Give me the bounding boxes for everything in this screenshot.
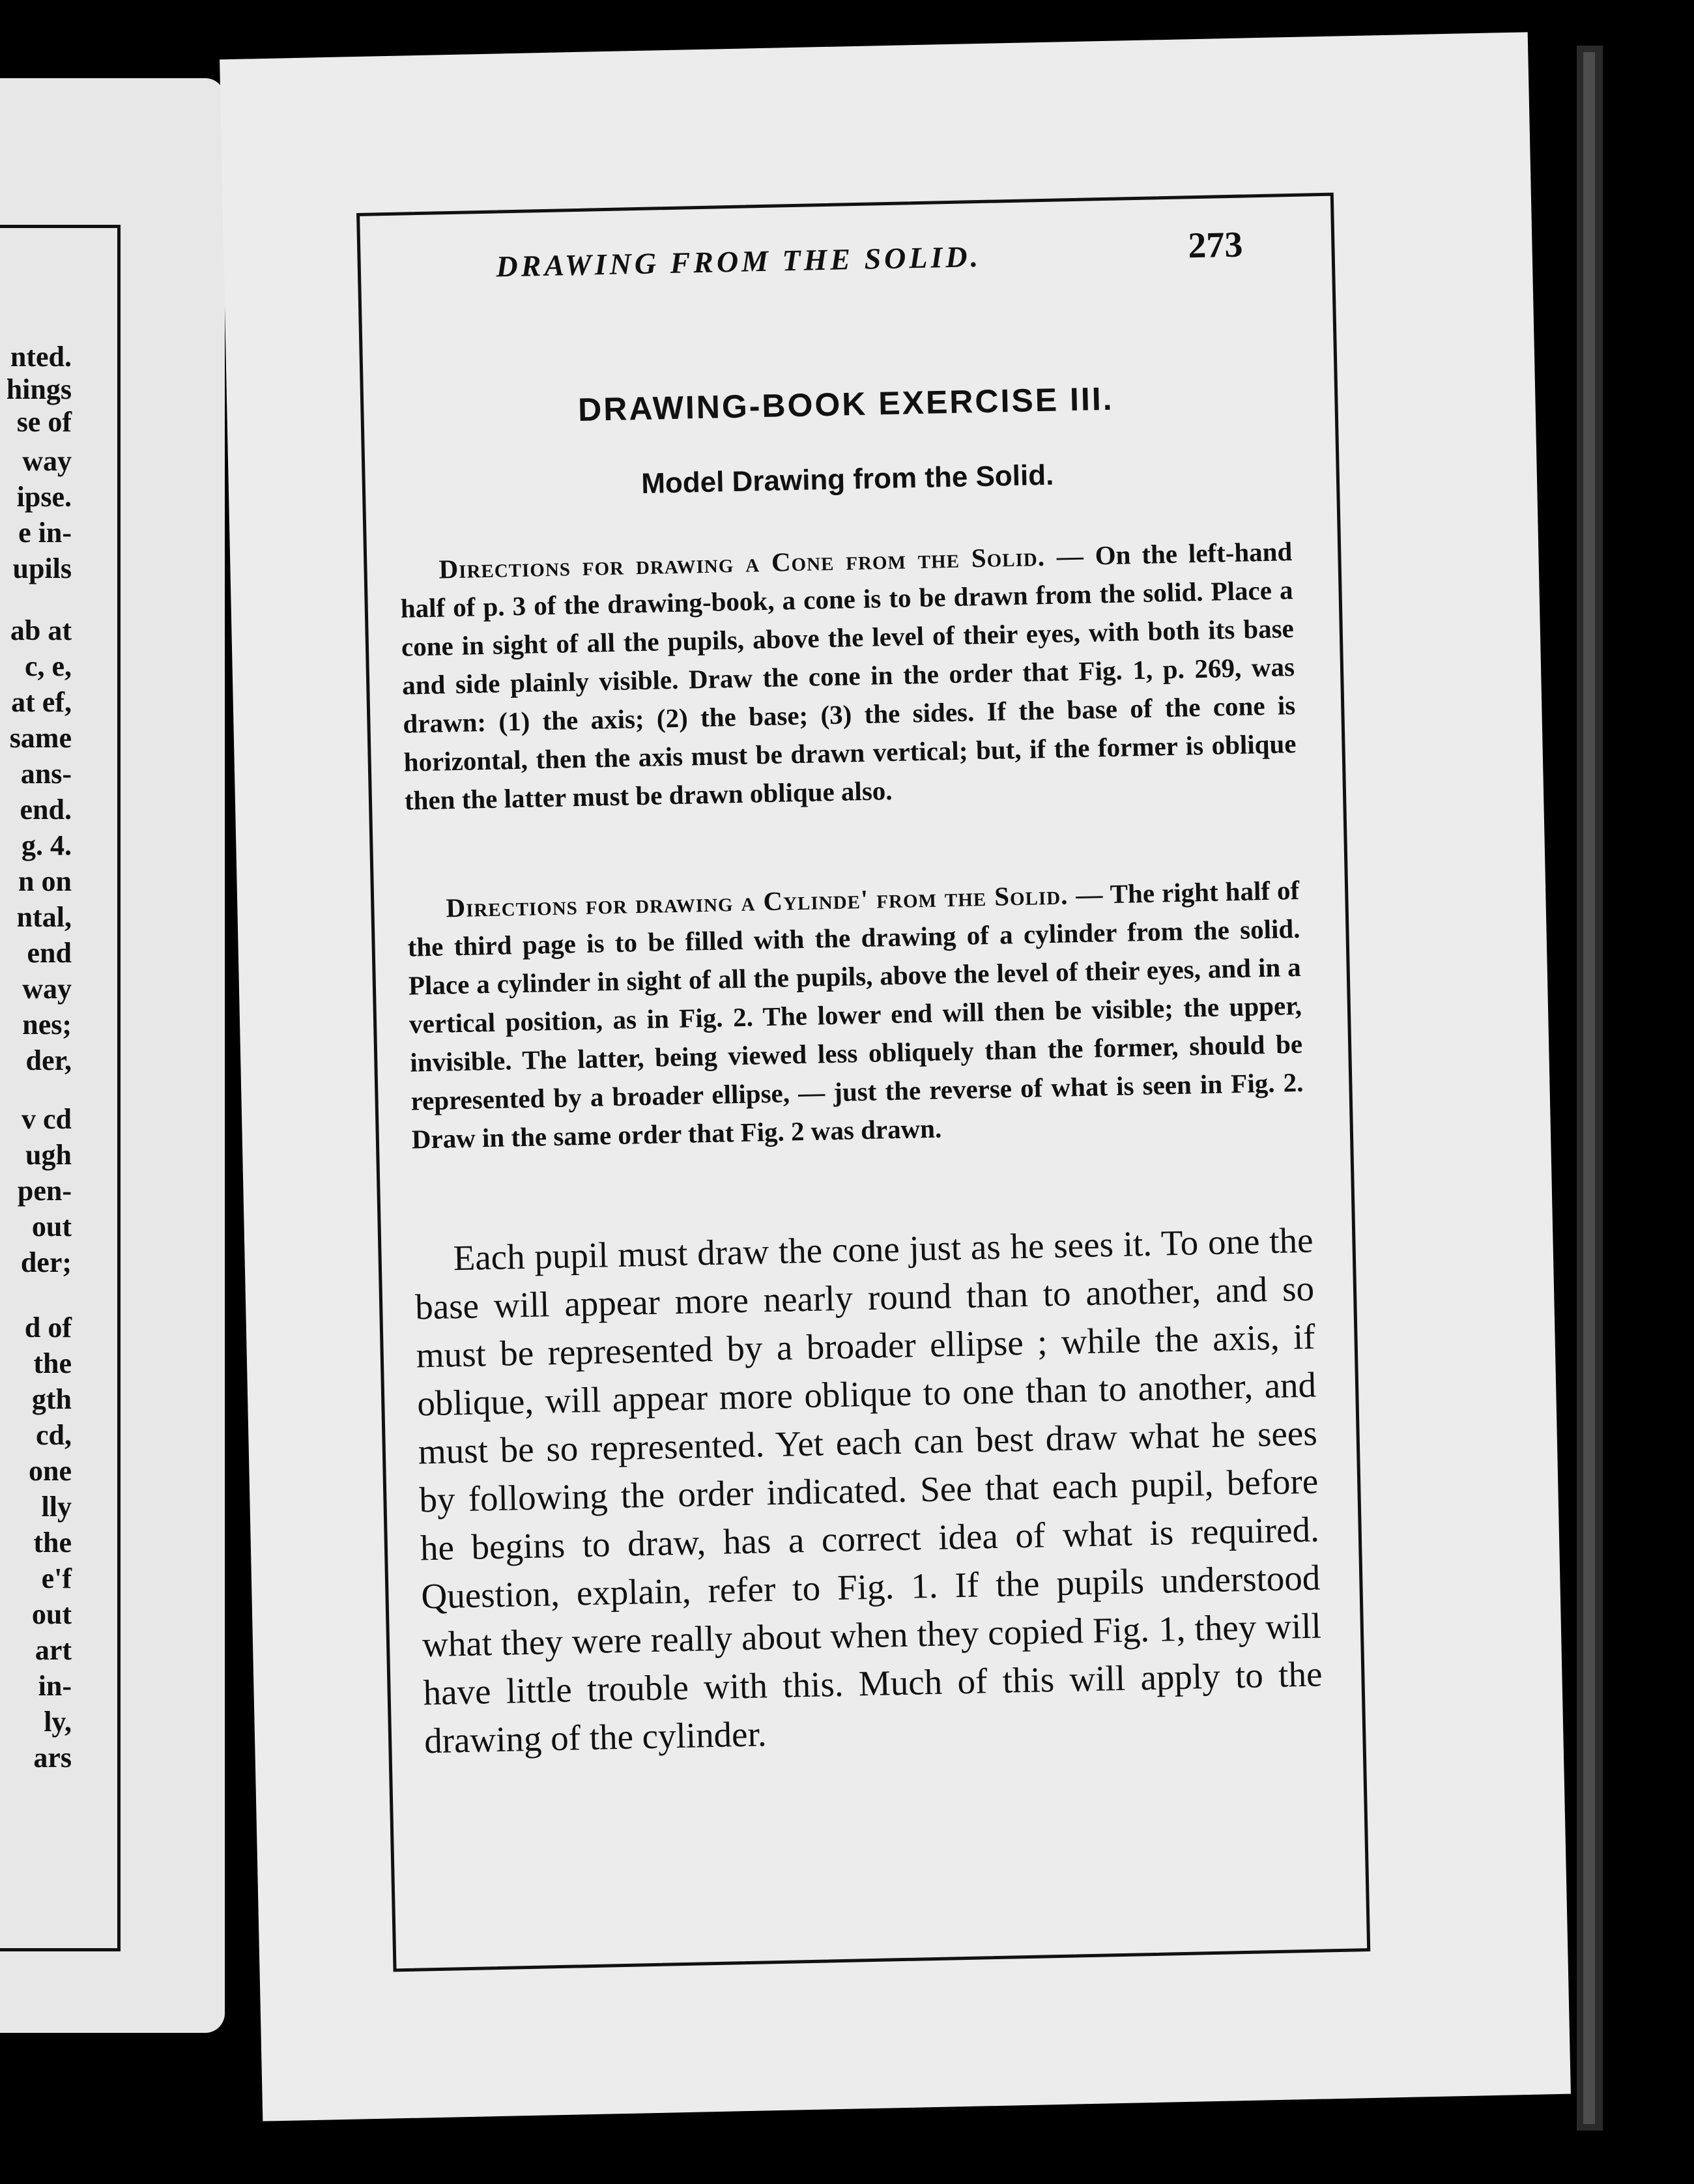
left-page-fragment: upils [12,553,72,584]
left-page-fragment: der; [20,1246,72,1278]
left-page-fragment: hings [6,373,72,405]
directions-cylinder-heading: Directions for drawing a Cylinde' from the Solid. — [445,879,1104,923]
book-page [220,32,1571,2121]
page-number: 273 [1187,224,1244,266]
left-page-fragment: e'f [41,1562,72,1594]
left-page-fragment: pen- [17,1175,72,1207]
directions-cone-heading: Directions for drawing a Cone from the Solid. — [438,540,1085,584]
left-page-fragment: ipse. [16,481,72,513]
left-page-fragment: ntal, [16,901,72,933]
book-edge-highlight [1583,52,1595,2124]
left-page-fragment: ly, [44,1706,72,1738]
directions-cone-text: On the left-hand half of p. 3 of the drawing-book, a cone is to be drawn from the solid. Place a cone in sight of all the pupils, above the level of their eyes, with both its base and side plainly visible. Draw the cone in the order that Fig. 1, p. 269, was drawn: (1) the axis; (2) the base; (3) the sides. If the base of the cone is horizontal, then the axis must be drawn vertical; but, if the former is oblique then the latter must be drawn oblique also. [400,536,1297,816]
left-page-fragment: way [22,973,72,1005]
left-page-fragment: the [33,1347,72,1379]
left-page-fragment: end [27,937,72,969]
left-page-edge [0,78,225,2033]
left-page-fragment: out [31,1598,72,1630]
left-page-fragment: gth [31,1383,72,1415]
running-head: DRAWING FROM THE SOLID. [495,239,982,283]
left-page-fragment: way [22,445,72,477]
directions-cylinder-text: The right half of the third page is to be filled with the drawing of a cylinder from the solid. Place a cylinder in sight of all the pupils, above the level of their eyes, and in a vertical position, as in Fig. 2. The lower end will then be visible; the upper, invisible. The latter, being viewed less obliquely than the former, should be represented by a broader ellipse, — just the reverse of what is seen in Fig. 2. Draw in the same order that Fig. 2 was drawn. [407,874,1304,1155]
left-page-fragment: ans- [20,758,72,790]
left-page-fragment: the [33,1527,72,1559]
left-page-fragment: der, [25,1044,72,1076]
exercise-title: DRAWING-BOOK EXERCISE III. [577,380,1115,428]
directions-cone-paragraph [399,532,1297,820]
left-page-fragment: n on [18,865,72,897]
body-paragraph: Each pupil must draw the cone just as he sees it. To one the base will appear more nearly round than to another, and so must be represented by a broader ellipse ; while the axis, if oblique, will appear more oblique to one than to another, and must be so represented. Yet each can best draw what he sees by following the order indicated. See that each pupil, before he begins to draw, has a correct idea of what is required. Question, explain, refer to Fig. 1. If the pupils understood what they were really about when they copied Fig. 1, they will have little trouble with this. Much of this will apply to the drawing of the cylinder. [414,1220,1323,1761]
left-page-fragment: c, e, [24,650,72,682]
left-page-fragment: art [35,1634,72,1666]
left-page-fragment: e in- [18,517,72,549]
directions-cylinder-paragraph [407,871,1304,1159]
left-page-fragment: ab at [10,614,72,646]
left-page-fragment: nes; [22,1009,72,1041]
left-page-fragment: v cd [22,1103,72,1135]
left-page-fragment: in- [38,1670,72,1702]
left-page-fragment: lly [41,1491,72,1523]
left-page-fragment: same [9,722,72,754]
left-page-fragment: g. 4. [22,829,72,861]
left-page-fragment: ugh [25,1139,72,1171]
left-page-fragment: one [29,1455,72,1487]
left-page-fragment: end. [20,794,72,826]
left-page-fragment: at ef, [11,686,72,718]
left-page-fragment: nted. [10,341,72,373]
left-page-fragment: ars [33,1742,72,1774]
left-page-fragment: se of [16,406,72,438]
left-page-fragment: out [31,1211,72,1243]
exercise-subtitle: Model Drawing from the Solid. [640,459,1054,500]
left-page-fragment: cd, [36,1419,72,1451]
left-page-fragment: d of [24,1312,72,1343]
